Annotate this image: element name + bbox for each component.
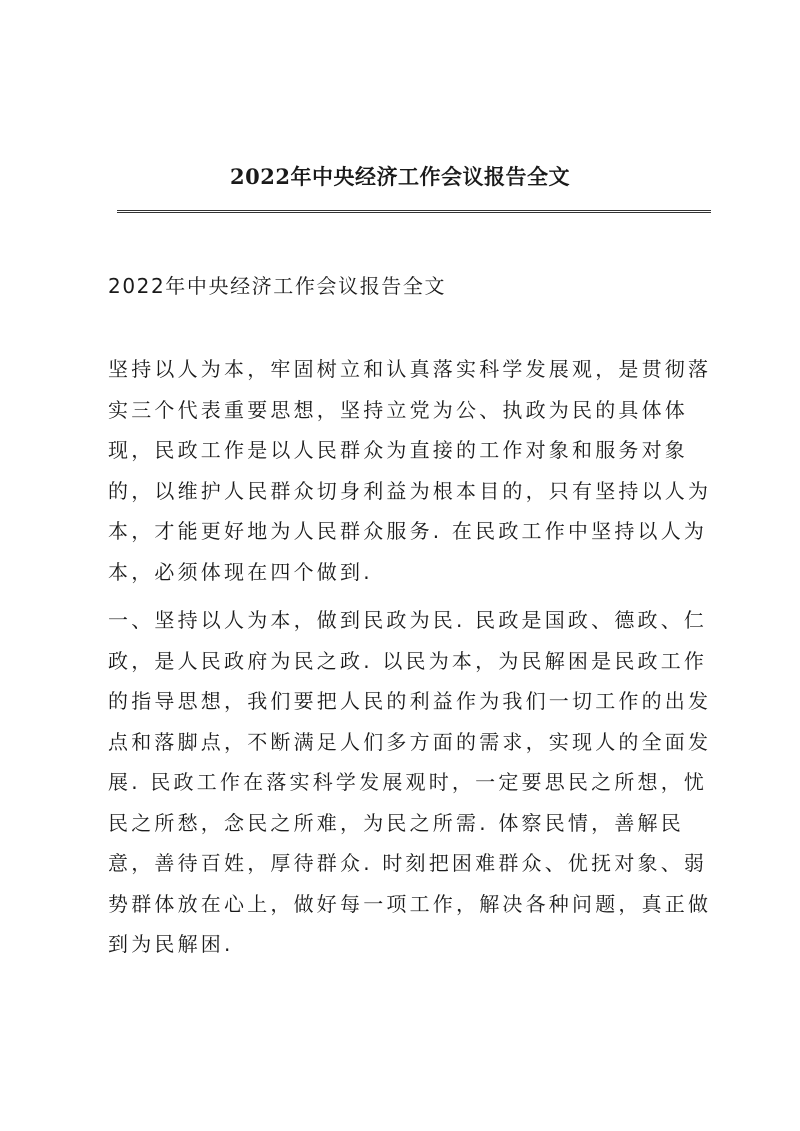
- document-heading: 2022年中央经济工作会议报告全文: [108, 274, 447, 298]
- title-divider: [117, 210, 711, 213]
- paragraph-intro: 坚持以人为本，牢固树立和认真落实科学发展观，是贯彻落实三个代表重要思想，坚持立党为公、执政为民的具体体现，民政工作是以人民群众为直接的工作对象和服务对象的，以维护人民群众切身利益为根本目的，只有坚持以人为本，才能更好地为人民群众服务. 在民政工作中坚持以人为本，必须体现在四个做到.: [108, 357, 712, 584]
- document-title: 2022年中央经济工作会议报告全文: [230, 164, 570, 189]
- paragraph-section-one: 一、坚持以人为本，做到民政为民. 民政是国政、德政、仁政，是人民政府为民之政. 以民为本，为民解困是民政工作的指导思想，我们要把人民的利益作为我们一切工作的出发点和落脚点，不断满足人们多方面的需求，实现人的全面发展. 民政工作在落实科学发展观时，一定要思民之所想，忧民之所愁，念民之所难，为民之所需. 体察民情，善解民意，善待百姓，厚待群众. 时刻把困难群众、优抚对象、弱势群体放在心上，做好每一项工作，解决各种问题，真正做到为民解困.: [108, 608, 712, 956]
